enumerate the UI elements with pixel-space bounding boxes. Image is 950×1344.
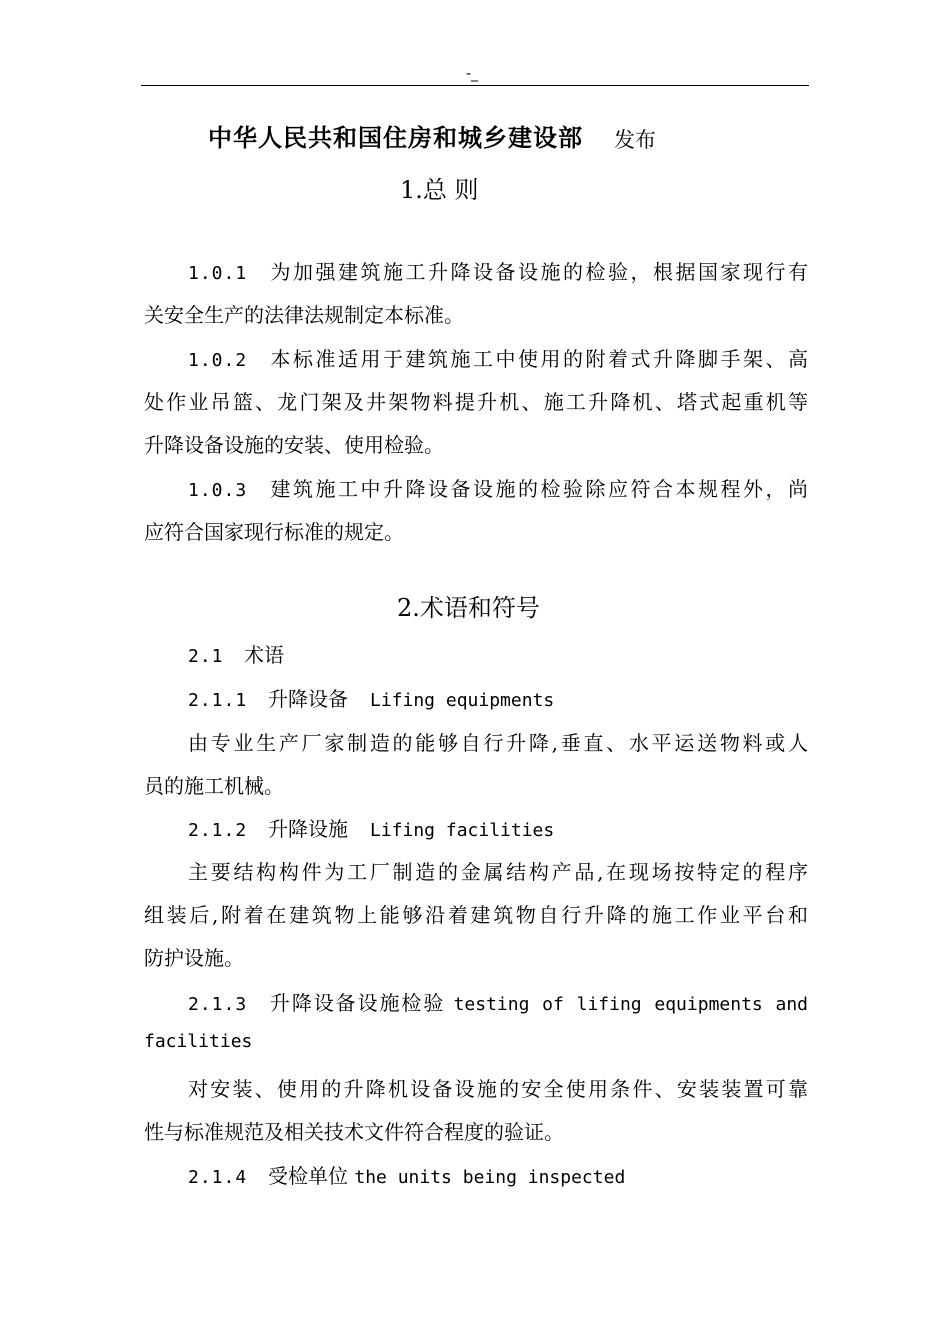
clause-1-0-1-line-1 — [188, 256, 808, 285]
clause-1-0-1-line-2: 关安全生产的法律法规制定本标准。 — [144, 303, 464, 327]
clause-number: 1.0.2 — [188, 350, 248, 371]
publish-word: 发布 — [614, 128, 656, 152]
clause-1-0-3-line-2: 应符合国家现行标准的规定。 — [144, 520, 404, 544]
header-rule — [141, 85, 809, 86]
term-name: 升降设备 — [268, 687, 348, 711]
term-2-1-2-def-line-2: 组装后,附着在建筑物上能够沿着建筑物自行升降的施工作业平台和 — [144, 903, 808, 927]
term-english: Lifing facilities — [370, 820, 555, 841]
term-english: the units being inspected — [354, 1167, 626, 1188]
term-2-1-3-def-line-1: 对安装、使用的升降机设备设施的安全使用条件、安装装置可靠 — [188, 1077, 808, 1101]
term-2-1-2-def-line-3: 防护设施。 — [144, 946, 244, 970]
clause-number: 2.1.2 — [188, 820, 248, 841]
subsection-2-1 — [188, 639, 808, 668]
clause-number: 2.1.4 — [188, 1167, 248, 1188]
term-2-1-2-heading — [188, 813, 808, 842]
clause-number: 2.1.3 — [188, 994, 248, 1015]
term-2-1-1-heading — [188, 683, 808, 712]
clause-number: 1.0.1 — [188, 263, 248, 284]
clause-text: 为加强建筑施工升降设备设施的检验，根据国家现行有 — [268, 260, 808, 284]
clause-number: 2.1.1 — [188, 690, 248, 711]
term-name: 升降设施 — [268, 817, 348, 841]
clause-text: 建筑施工中升降设备设施的检验除应符合本规程外，尚 — [268, 477, 808, 501]
term-2-1-3-english-cont: facilities — [144, 1031, 253, 1052]
section-2-title: 2.术语和符号 — [397, 594, 540, 622]
term-2-1-3-def-line-2: 性与标准规范及相关技术文件符合程度的验证。 — [144, 1120, 564, 1144]
term-name: 受检单位 — [268, 1164, 348, 1188]
clause-1-0-2-line-3: 升降设备设施的安装、使用检验。 — [144, 433, 444, 457]
term-2-1-2-def-line-1: 主要结构构件为工厂制造的金属结构产品,在现场按特定的程序 — [188, 860, 808, 884]
term-2-1-4-heading — [188, 1160, 808, 1189]
section-1-title: 1.总 则 — [400, 176, 479, 204]
term-english: testing of lifing equipments and — [453, 994, 809, 1015]
term-name: 升降设备设施检验 — [268, 991, 446, 1015]
term-2-1-1-def-line-2: 员的施工机械。 — [144, 774, 284, 798]
clause-1-0-3-line-1 — [188, 473, 808, 502]
clause-1-0-2-line-2: 处作业吊篮、龙门架及井架物料提升机、施工升降机、塔式起重机等 — [144, 390, 808, 414]
clause-number: 2.1 — [188, 646, 224, 667]
term-english: Lifing equipments — [370, 690, 555, 711]
subsection-title: 术语 — [244, 643, 284, 667]
clause-1-0-2-line-1 — [188, 343, 808, 372]
header-mark: -_ — [466, 66, 479, 82]
clause-number: 1.0.3 — [188, 480, 248, 501]
clause-text: 本标准适用于建筑施工中使用的附着式升降脚手架、高 — [268, 347, 808, 371]
term-2-1-1-def-line-1: 由专业生产厂家制造的能够自行升降,垂直、水平运送物料或人 — [188, 731, 808, 755]
publisher-org: 中华人民共和国住房和城乡建设部 — [208, 124, 583, 152]
term-2-1-3-heading — [188, 987, 808, 1016]
